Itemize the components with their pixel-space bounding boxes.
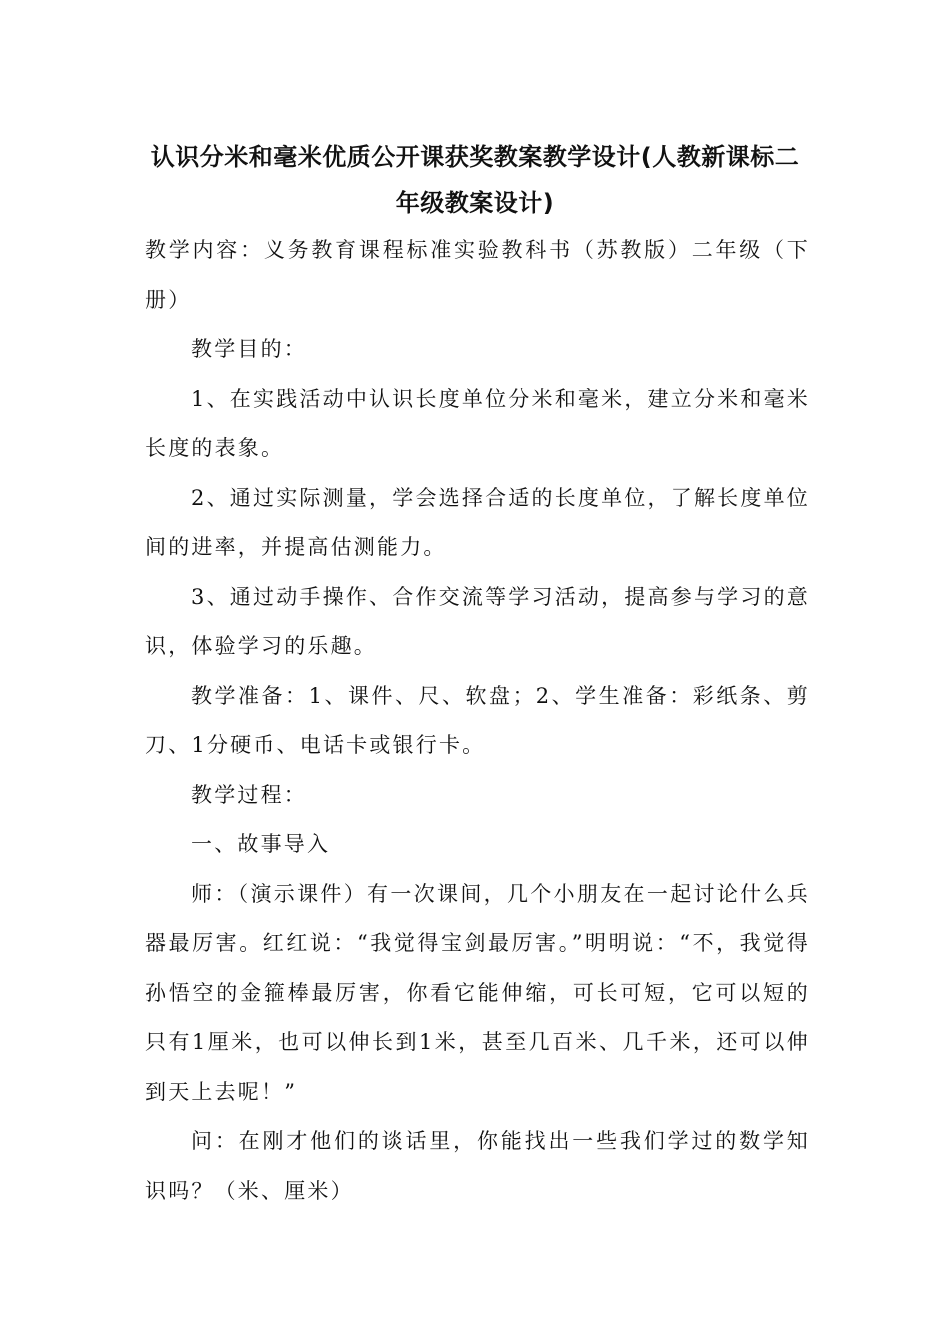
paragraph-teaching-content: 教学内容：义务教育课程标准实验教科书（苏教版）二年级（下册） [145,238,810,312]
paragraph-teacher-story: 师：（演示课件）有一次课间，几个小朋友在一起讨论什么兵器最厉害。红红说：“我觉得宝剑最厉害。”明明说：“不，我觉得孙悟空的金箍棒最厉害，你看它能伸缩，可长可短，它可以短的只有1厘米，也可以伸长到1米，甚至几百米、几千米，还可以伸到天上去呢！” [145,881,810,1104]
paragraph-question: 问：在刚才他们的谈话里，你能找出一些我们学过的数学知识吗？（米、厘米） [145,1129,810,1203]
paragraph-goal-1: 1、在实践活动中认识长度单位分米和毫米，建立分米和毫米长度的表象。 [145,386,810,460]
paragraph-teaching-process-heading: 教学过程： [191,782,307,807]
paragraph-goal-3: 3、通过动手操作、合作交流等学习活动，提高参与学习的意识，体验学习的乐趣。 [145,584,810,658]
paragraph-teaching-goal-heading: 教学目的： [191,337,307,361]
paragraph-teaching-preparation: 教学准备：1、课件、尺、软盘；2、学生准备：彩纸条、剪刀、1分硬币、电话卡或银行卡。 [145,683,810,757]
paragraph-section-story-intro: 一、故事导入 [191,832,331,856]
paragraph-goal-2: 2、通过实际测量，学会选择合适的长度单位，了解长度单位间的进率，并提高估测能力。 [145,485,810,559]
document-title: 认识分米和毫米优质公开课获奖教案教学设计(人教新课标二年级教案设计) [150,143,800,217]
document-body [145,226,810,1216]
